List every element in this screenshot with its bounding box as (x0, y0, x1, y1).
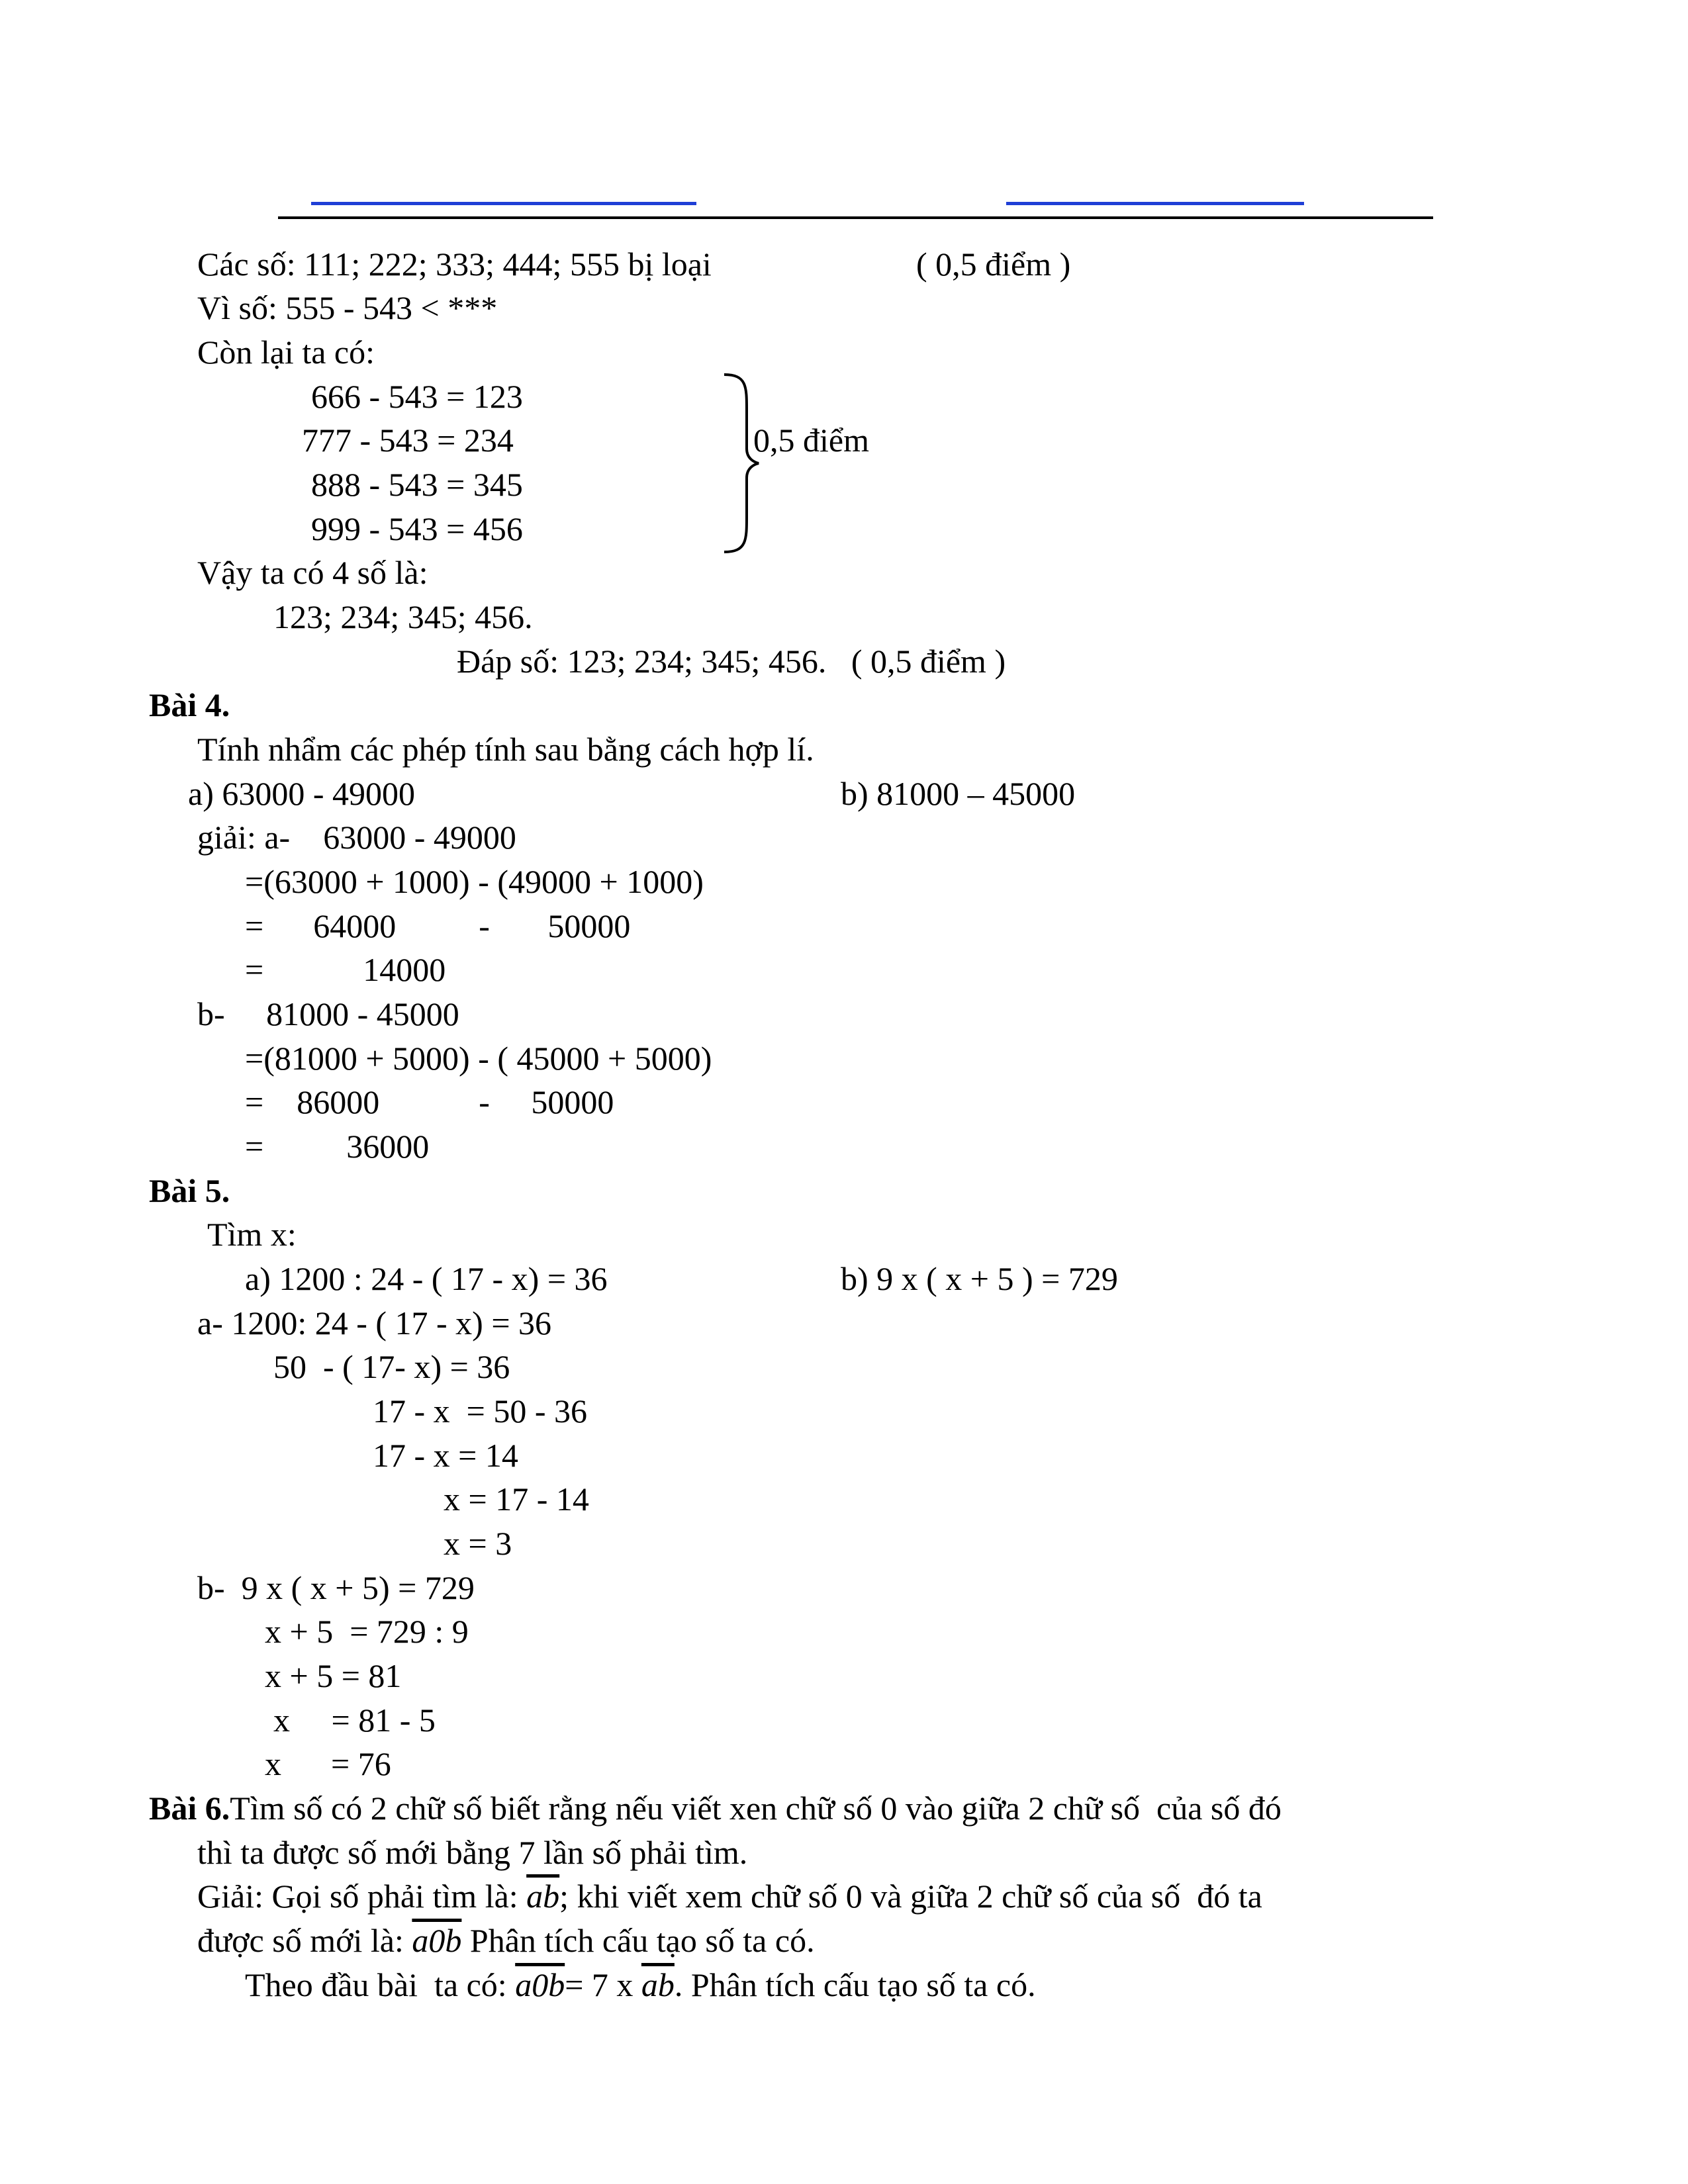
bai3-brace-score: 0,5 điểm (753, 422, 869, 459)
bai5-a-line-1: a- 1200: 24 - ( 17 - x) = 36 (197, 1304, 552, 1342)
bai5-a-line-4: 17 - x = 14 (373, 1437, 518, 1474)
bai6-line4-prefix: được số mới là: (197, 1922, 412, 1959)
bai3-calc-3: 888 - 543 = 345 (311, 466, 523, 503)
bai6-text1: Tìm số có 2 chữ số biết rằng nếu viết xen chữ số 0 vào giữa 2 chữ số của số đó (230, 1790, 1282, 1827)
bai6-line5-prefix: Theo đầu bài ta có: (245, 1966, 516, 2003)
bai4-a-line-3: = 64000 - 50000 (245, 907, 631, 944)
bai4-b-line-2: =(81000 + 5000) - ( 45000 + 5000) (245, 1040, 712, 1077)
bai5-a-line-6: x = 3 (444, 1525, 512, 1562)
bai5-prompt: Tìm x: (207, 1216, 297, 1253)
bai6-line5-mid: = 7 x (565, 1966, 641, 2003)
bai5-title: Bài 5. (149, 1172, 230, 1209)
bai3-line1: Các số: 111; 222; 333; 444; 555 bị loại (197, 246, 712, 283)
bai3-line2: Vì số: 555 - 543 < *** (197, 289, 498, 326)
bai4-qa: a) 63000 - 49000 (188, 775, 415, 812)
bai5-a-line-3: 17 - x = 50 - 36 (373, 1392, 587, 1430)
bai3-calc-4: 999 - 543 = 456 (311, 510, 523, 547)
bai4-prompt: Tính nhẩm các phép tính sau bằng cách hợp lí. (197, 731, 814, 768)
bai6-line5 (245, 1968, 1036, 2001)
bai5-qb: b) 9 x ( x + 5 ) = 729 (841, 1260, 1118, 1297)
bai3-answer: Đáp số: 123; 234; 345; 456. ( 0,5 điểm ) (457, 643, 1006, 680)
bai3-calc-2: 777 - 543 = 234 (302, 422, 514, 459)
bai6-a0b-2: a0b (515, 1966, 565, 2003)
bai5-b-line-5: x = 76 (265, 1745, 391, 1782)
header-link-left (311, 202, 696, 205)
bai3-line4: Vậy ta có 4 số là: (197, 554, 428, 591)
bai4-a-line-1: giải: a- 63000 - 49000 (197, 819, 516, 856)
bai6-line4-suffix: Phân tích cấu tạo số ta có. (461, 1922, 815, 1959)
bai6-ab-1: $\overline{ab}$ (526, 1878, 560, 1915)
bai4-b-line-3: = 86000 - 50000 (245, 1083, 614, 1120)
bai5-b-line-4: x = 81 - 5 (273, 1702, 436, 1739)
bai4-b-line-4: = 36000 (245, 1128, 430, 1165)
bai5-b-line-2: x + 5 = 729 : 9 (265, 1613, 469, 1650)
bai6-giai-suffix: ; khi viết xem chữ số 0 và giữa 2 chữ số của số đó ta (559, 1878, 1262, 1915)
bai6-text2: thì ta được số mới bằng 7 lần số phải tìm. (197, 1834, 748, 1871)
bai4-qb: b) 81000 – 45000 (841, 775, 1076, 812)
bai3-line5: 123; 234; 345; 456. (273, 598, 533, 635)
bai5-b-line-1: b- 9 x ( x + 5) = 729 (197, 1569, 475, 1606)
bai6-title: Bài 6. (149, 1790, 230, 1827)
bai6-a0b-1: a0b (412, 1922, 462, 1959)
bai4-b-line-1: b- 81000 - 45000 (197, 995, 459, 1032)
header-link-right (1006, 202, 1304, 205)
bai3-line3: Còn lại ta có: (197, 334, 375, 371)
bai5-b-line-3: x + 5 = 81 (265, 1657, 402, 1694)
bai6-line3 (197, 1880, 1262, 1913)
bai3-calc-1: 666 - 543 = 123 (311, 378, 523, 415)
bai5-a-line-5: x = 17 - 14 (444, 1480, 589, 1518)
bai6-line5-suffix: . Phân tích cấu tạo số ta có. (674, 1966, 1036, 2003)
brace-icon (720, 371, 760, 556)
bai4-title: Bài 4. (149, 686, 230, 723)
bai6-ab-2: $\overline{ab}$ (641, 1966, 675, 2003)
bai6-giai-prefix: Giải: Gọi số phải tìm là: (197, 1878, 527, 1915)
bai4-a-line-4: = 14000 (245, 951, 446, 988)
bai3-score1: ( 0,5 điểm ) (916, 246, 1071, 283)
bai5-a-line-2: 50 - ( 17- x) = 36 (273, 1348, 510, 1385)
bai4-a-line-2: =(63000 + 1000) - (49000 + 1000) (245, 863, 704, 900)
bai5-qa: a) 1200 : 24 - ( 17 - x) = 36 (245, 1260, 608, 1297)
bai6-line4 (197, 1924, 815, 1957)
bai6-line1 (149, 1792, 1282, 1825)
header-rule (278, 216, 1433, 219)
